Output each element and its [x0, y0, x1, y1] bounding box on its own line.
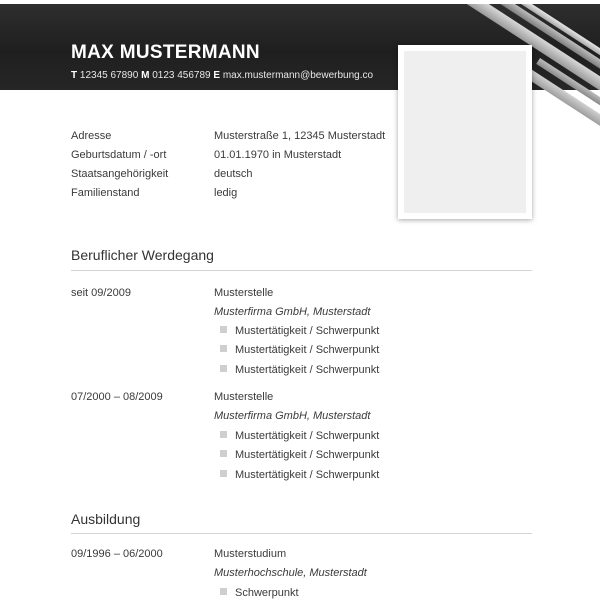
entry-period: 09/1996 – 06/2000: [71, 548, 163, 560]
task-bullet: [220, 430, 379, 442]
bullet-square-icon: [220, 588, 227, 595]
task-bullet: [220, 364, 379, 376]
task-text: Mustertätigkeit / Schwerpunkt: [235, 430, 380, 442]
task-bullet: [220, 449, 379, 461]
task-text: Mustertätigkeit / Schwerpunkt: [235, 469, 380, 481]
entry-period: seit 09/2009: [71, 287, 131, 299]
entry-period: 07/2000 – 08/2009: [71, 391, 163, 403]
personal-label: Adresse: [71, 130, 112, 142]
section-title-education: Ausbildung: [71, 511, 141, 527]
contact-line: [71, 70, 373, 81]
phone-number: 12345 67890: [79, 70, 139, 81]
photo-placeholder: [404, 51, 526, 213]
photo-frame: [398, 45, 532, 219]
bullet-square-icon: [220, 431, 227, 438]
personal-label: Familienstand: [71, 187, 140, 199]
entry-school: Musterhochschule, Musterstadt: [214, 567, 367, 579]
bullet-square-icon: [220, 450, 227, 457]
task-text: Mustertätigkeit / Schwerpunkt: [235, 344, 380, 356]
entry-position: Musterstelle: [214, 287, 274, 299]
bullet-square-icon: [220, 365, 227, 372]
personal-value: ledig: [214, 187, 238, 199]
task-text: Mustertätigkeit / Schwerpunkt: [235, 325, 380, 337]
phone-label: T: [71, 70, 78, 81]
email-label: E: [213, 70, 221, 81]
personal-value: deutsch: [214, 168, 253, 180]
personal-label: Geburtsdatum / -ort: [71, 149, 167, 161]
personal-value: 01.01.1970 in Musterstadt: [214, 149, 342, 161]
mobile-label: M: [141, 70, 150, 81]
bullet-square-icon: [220, 326, 227, 333]
mobile-number: 0123 456789: [152, 70, 211, 81]
task-text: Mustertätigkeit / Schwerpunkt: [235, 449, 380, 461]
section-divider: [71, 533, 532, 534]
focus-bullet: [220, 587, 299, 599]
task-bullet: [220, 325, 379, 337]
entry-company: Musterfirma GmbH, Musterstadt: [214, 306, 371, 318]
section-title-experience: Beruflicher Werdegang: [71, 247, 214, 263]
task-bullet: [220, 469, 379, 481]
bullet-square-icon: [220, 345, 227, 352]
section-divider: [71, 270, 532, 271]
task-bullet: [220, 344, 379, 356]
email-address: max.mustermann@bewerbung.co: [222, 70, 374, 81]
applicant-name: MAX MUSTERMANN: [71, 42, 260, 63]
task-text: Mustertätigkeit / Schwerpunkt: [235, 364, 380, 376]
focus-text: Schwerpunkt: [235, 587, 299, 599]
entry-degree: Musterstudium: [214, 548, 287, 560]
entry-position: Musterstelle: [214, 391, 274, 403]
personal-label: Staatsangehörigkeit: [71, 168, 169, 180]
personal-value: Musterstraße 1, 12345 Musterstadt: [214, 130, 386, 142]
bullet-square-icon: [220, 470, 227, 477]
entry-company: Musterfirma GmbH, Musterstadt: [214, 410, 371, 422]
